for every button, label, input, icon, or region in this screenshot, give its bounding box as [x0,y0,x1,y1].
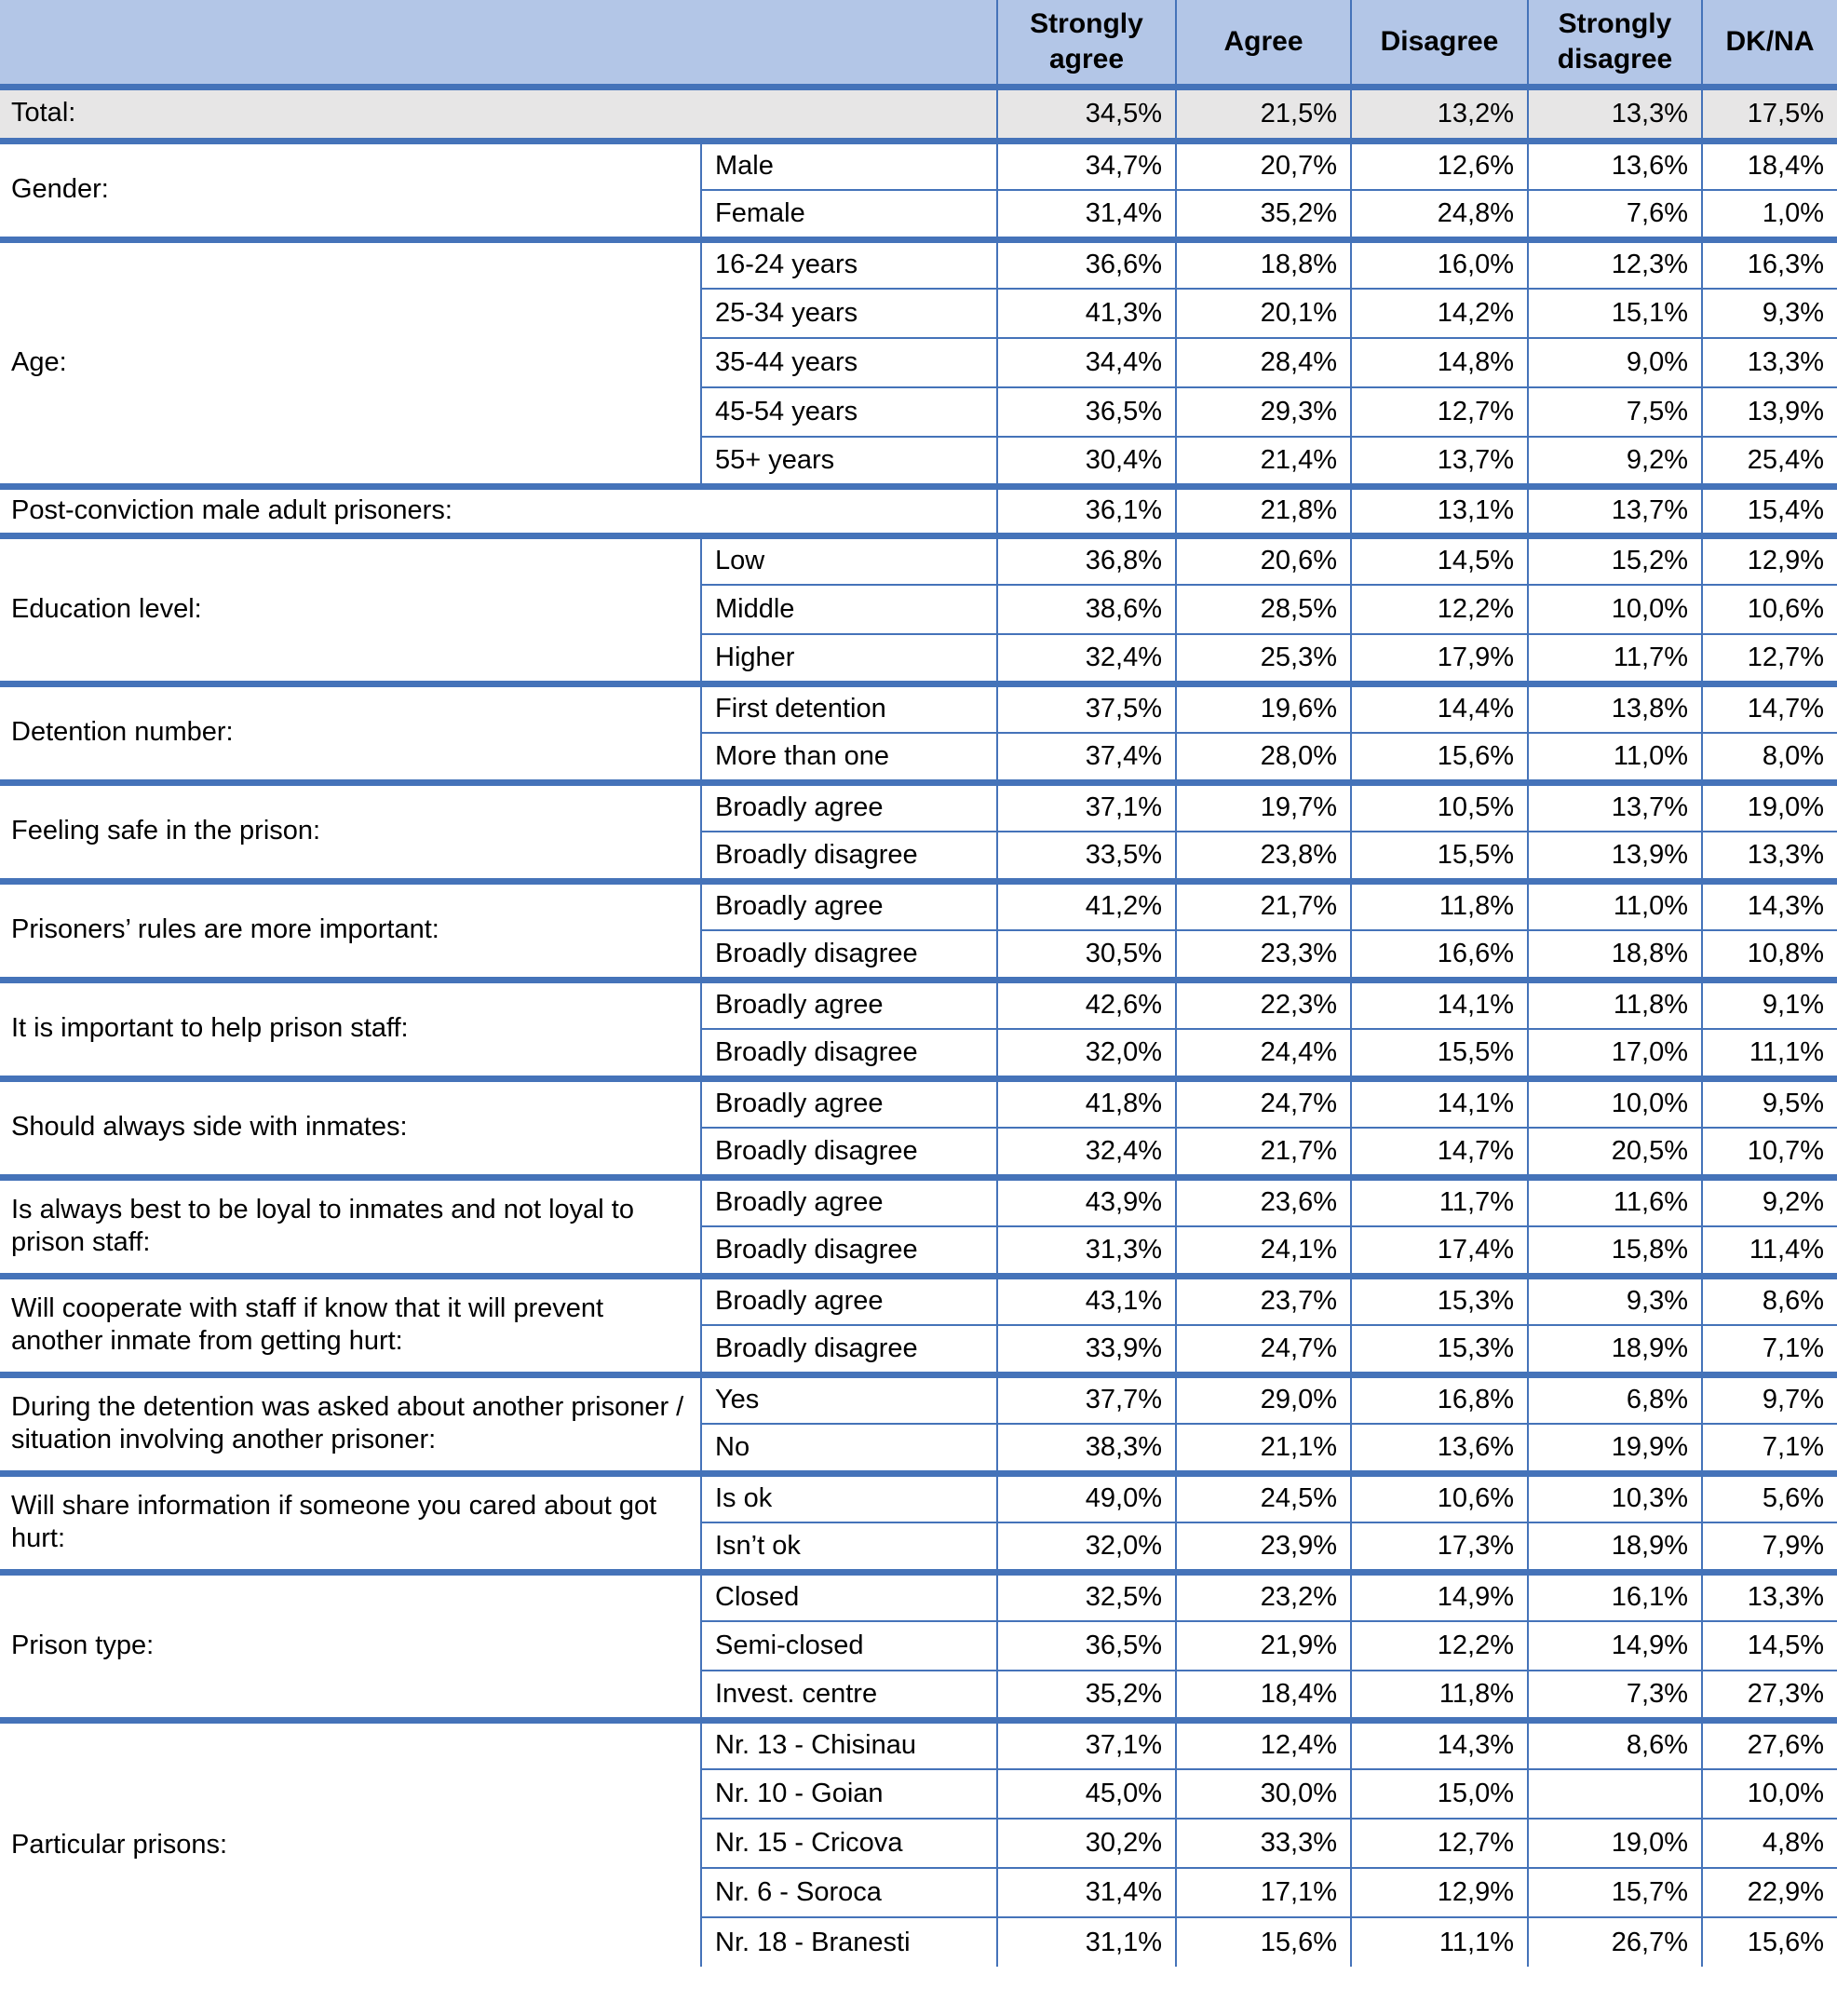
value-cell: 27,3% [1702,1671,1837,1720]
sub-label: More than one [701,733,997,782]
value-cell: 1,0% [1702,190,1837,239]
sub-label: 35-44 years [701,338,997,387]
value-cell: 31,4% [997,1868,1176,1917]
value-cell: 14,4% [1351,683,1528,733]
group-label: Education level: [0,535,701,683]
value-cell: 16,1% [1528,1572,1702,1621]
table-row [0,1374,1837,1424]
value-cell: 31,4% [997,190,1176,239]
group-label: Prison type: [0,1572,701,1720]
value-cell: 9,2% [1702,1177,1837,1226]
value-cell: 13,8% [1528,683,1702,733]
value-cell: 18,8% [1528,930,1702,980]
value-cell: 17,4% [1351,1226,1528,1276]
value-cell: 15,5% [1351,832,1528,881]
value-cell: 20,6% [1176,535,1351,585]
value-cell: 36,5% [997,1621,1176,1671]
value-cell: 7,1% [1702,1424,1837,1473]
value-cell: 34,4% [997,338,1176,387]
value-cell: 28,4% [1176,338,1351,387]
value-cell: 11,8% [1351,1671,1528,1720]
value-cell: 24,8% [1351,190,1528,239]
value-cell: 12,9% [1351,1868,1528,1917]
table-row [0,239,1837,289]
value-cell: 15,4% [1702,486,1837,535]
sub-label: Higher [701,634,997,683]
value-cell: 15,6% [1176,1917,1351,1967]
value-cell: 13,7% [1351,437,1528,486]
header-cell: DK/NA [1702,0,1837,87]
sub-label: Broadly disagree [701,1128,997,1177]
value-cell: 14,1% [1351,980,1528,1029]
group-label: Feeling safe in the prison: [0,782,701,881]
value-cell: 8,6% [1702,1276,1837,1325]
value-cell: 36,6% [997,239,1176,289]
value-cell: 43,1% [997,1276,1176,1325]
sub-label: 55+ years [701,437,997,486]
value-cell: 12,7% [1702,634,1837,683]
value-cell: 21,1% [1176,1424,1351,1473]
value-cell: 21,8% [1176,486,1351,535]
value-cell: 20,1% [1176,289,1351,338]
value-cell: 23,6% [1176,1177,1351,1226]
value-cell: 32,4% [997,634,1176,683]
value-cell: 13,9% [1702,387,1837,437]
value-cell: 18,4% [1702,141,1837,190]
value-cell: 9,3% [1702,289,1837,338]
value-cell: 30,5% [997,930,1176,980]
value-cell: 33,3% [1176,1819,1351,1868]
value-cell: 9,3% [1528,1276,1702,1325]
value-cell: 13,3% [1702,1572,1837,1621]
group-label: It is important to help prison staff: [0,980,701,1078]
group-label: Will share information if someone you cared about got hurt: [0,1473,701,1572]
value-cell: 22,9% [1702,1868,1837,1917]
value-cell: 37,1% [997,782,1176,832]
value-cell: 17,3% [1351,1522,1528,1572]
value-cell: 12,3% [1528,239,1702,289]
sub-label: 16-24 years [701,239,997,289]
value-cell: 37,1% [997,1720,1176,1769]
value-cell: 13,1% [1351,486,1528,535]
value-cell: 24,7% [1176,1325,1351,1374]
sub-label: Closed [701,1572,997,1621]
table-row [0,1473,1837,1522]
value-cell: 32,4% [997,1128,1176,1177]
table-row [0,980,1837,1029]
table-row [0,535,1837,585]
value-cell: 19,9% [1528,1424,1702,1473]
value-cell: 10,0% [1528,585,1702,634]
header-cell: Disagree [1351,0,1528,87]
value-cell: 21,7% [1176,1128,1351,1177]
group-label: Should always side with inmates: [0,1078,701,1177]
value-cell: 15,0% [1351,1769,1528,1819]
sub-label: Middle [701,585,997,634]
value-cell: 41,2% [997,881,1176,930]
table-row [0,1276,1837,1325]
value-cell: 13,6% [1528,141,1702,190]
value-cell: 14,8% [1351,338,1528,387]
group-label: Post-conviction male adult prisoners: [0,486,997,535]
header-row [0,0,1837,87]
value-cell: 24,1% [1176,1226,1351,1276]
value-cell: 12,7% [1351,1819,1528,1868]
value-cell: 20,7% [1176,141,1351,190]
sub-label: Low [701,535,997,585]
value-cell: 38,6% [997,585,1176,634]
value-cell: 7,9% [1702,1522,1837,1572]
value-cell: 33,9% [997,1325,1176,1374]
value-cell: 14,3% [1351,1720,1528,1769]
value-cell: 31,3% [997,1226,1176,1276]
sub-label: Isn’t ok [701,1522,997,1572]
value-cell: 29,3% [1176,387,1351,437]
table-row [0,486,1837,535]
value-cell: 9,2% [1528,437,1702,486]
value-cell: 9,0% [1528,338,1702,387]
value-cell: 17,1% [1176,1868,1351,1917]
value-cell: 15,6% [1351,733,1528,782]
value-cell: 14,5% [1702,1621,1837,1671]
value-cell: 6,8% [1528,1374,1702,1424]
value-cell: 32,0% [997,1522,1176,1572]
sub-label: 25-34 years [701,289,997,338]
value-cell: 11,8% [1528,980,1702,1029]
value-cell: 35,2% [997,1671,1176,1720]
header-cell: Strongly agree [997,0,1176,87]
value-cell: 21,5% [1176,87,1351,141]
total-row [0,87,1837,141]
value-cell: 12,2% [1351,585,1528,634]
value-cell: 32,0% [997,1029,1176,1078]
value-cell [1528,1769,1702,1819]
value-cell: 14,9% [1351,1572,1528,1621]
value-cell: 32,5% [997,1572,1176,1621]
sub-label: First detention [701,683,997,733]
value-cell: 11,6% [1528,1177,1702,1226]
total-label: Total: [0,87,997,141]
value-cell: 43,9% [997,1177,1176,1226]
value-cell: 11,4% [1702,1226,1837,1276]
value-cell: 13,2% [1351,87,1528,141]
value-cell: 18,9% [1528,1522,1702,1572]
sub-label: Broadly agree [701,980,997,1029]
value-cell: 30,4% [997,437,1176,486]
value-cell: 15,3% [1351,1276,1528,1325]
value-cell: 16,0% [1351,239,1528,289]
value-cell: 12,7% [1351,387,1528,437]
value-cell: 42,6% [997,980,1176,1029]
group-label: Is always best to be loyal to inmates and not loyal to prison staff: [0,1177,701,1276]
header-cell: Strongly disagree [1528,0,1702,87]
sub-label: Broadly agree [701,1177,997,1226]
sub-label: Broadly disagree [701,930,997,980]
value-cell: 13,7% [1528,782,1702,832]
value-cell: 15,5% [1351,1029,1528,1078]
value-cell: 10,3% [1528,1473,1702,1522]
sub-label: Broadly disagree [701,1029,997,1078]
value-cell: 15,8% [1528,1226,1702,1276]
value-cell: 22,3% [1176,980,1351,1029]
group-label: Age: [0,239,701,486]
sub-label: No [701,1424,997,1473]
value-cell: 20,5% [1528,1128,1702,1177]
value-cell: 14,5% [1351,535,1528,585]
value-cell: 21,4% [1176,437,1351,486]
value-cell: 16,8% [1351,1374,1528,1424]
value-cell: 19,0% [1528,1819,1702,1868]
value-cell: 11,1% [1351,1917,1528,1967]
value-cell: 14,7% [1702,683,1837,733]
sub-label: Invest. centre [701,1671,997,1720]
sub-label: Yes [701,1374,997,1424]
value-cell: 31,1% [997,1917,1176,1967]
group-label: Gender: [0,141,701,239]
sub-label: Broadly agree [701,782,997,832]
value-cell: 10,6% [1351,1473,1528,1522]
value-cell: 17,9% [1351,634,1528,683]
value-cell: 13,6% [1351,1424,1528,1473]
value-cell: 10,8% [1702,930,1837,980]
value-cell: 34,7% [997,141,1176,190]
value-cell: 15,1% [1528,289,1702,338]
value-cell: 23,7% [1176,1276,1351,1325]
value-cell: 14,9% [1528,1621,1702,1671]
header-corner-cell [0,0,997,87]
value-cell: 17,0% [1528,1029,1702,1078]
value-cell: 21,7% [1176,881,1351,930]
value-cell: 45,0% [997,1769,1176,1819]
value-cell: 25,4% [1702,437,1837,486]
value-cell: 10,6% [1702,585,1837,634]
value-cell: 4,8% [1702,1819,1837,1868]
value-cell: 8,0% [1702,733,1837,782]
value-cell: 24,4% [1176,1029,1351,1078]
table-header [0,0,1837,87]
group-label: Detention number: [0,683,701,782]
value-cell: 36,5% [997,387,1176,437]
value-cell: 33,5% [997,832,1176,881]
value-cell: 15,6% [1702,1917,1837,1967]
header-cell: Agree [1176,0,1351,87]
value-cell: 7,1% [1702,1325,1837,1374]
value-cell: 24,7% [1176,1078,1351,1128]
sub-label: Semi-closed [701,1621,997,1671]
sub-label: Is ok [701,1473,997,1522]
value-cell: 10,0% [1528,1078,1702,1128]
value-cell: 10,7% [1702,1128,1837,1177]
value-cell: 30,0% [1176,1769,1351,1819]
value-cell: 37,4% [997,733,1176,782]
value-cell: 8,6% [1528,1720,1702,1769]
table-body [0,87,1837,1967]
table-row [0,1572,1837,1621]
table-row [0,1177,1837,1226]
value-cell: 9,5% [1702,1078,1837,1128]
value-cell: 12,6% [1351,141,1528,190]
value-cell: 23,9% [1176,1522,1351,1572]
value-cell: 11,0% [1528,733,1702,782]
sub-label: Nr. 15 - Cricova [701,1819,997,1868]
value-cell: 41,3% [997,289,1176,338]
value-cell: 19,7% [1176,782,1351,832]
sub-label: Broadly disagree [701,1226,997,1276]
group-label: During the detention was asked about another prisoner / situation involving another prisoner: [0,1374,701,1473]
sub-label: Broadly disagree [701,1325,997,1374]
sub-label: Broadly agree [701,881,997,930]
value-cell: 5,6% [1702,1473,1837,1522]
value-cell: 12,4% [1176,1720,1351,1769]
table-row [0,881,1837,930]
table-row [0,683,1837,733]
group-label: Particular prisons: [0,1720,701,1967]
value-cell: 35,2% [1176,190,1351,239]
value-cell: 13,3% [1702,832,1837,881]
sub-label: Nr. 10 - Goian [701,1769,997,1819]
value-cell: 15,3% [1351,1325,1528,1374]
value-cell: 23,3% [1176,930,1351,980]
value-cell: 7,6% [1528,190,1702,239]
value-cell: 16,3% [1702,239,1837,289]
group-label: Will cooperate with staff if know that it will prevent another inmate from getting hurt: [0,1276,701,1374]
sub-label: Nr. 6 - Soroca [701,1868,997,1917]
value-cell: 12,9% [1702,535,1837,585]
value-cell: 19,0% [1702,782,1837,832]
value-cell: 49,0% [997,1473,1176,1522]
sub-label: Nr. 18 - Branesti [701,1917,997,1967]
group-label: Prisoners’ rules are more important: [0,881,701,980]
sub-label: Broadly disagree [701,832,997,881]
value-cell: 11,7% [1351,1177,1528,1226]
table-row [0,1720,1837,1769]
value-cell: 13,3% [1702,338,1837,387]
value-cell: 19,6% [1176,683,1351,733]
value-cell: 15,7% [1528,1868,1702,1917]
value-cell: 41,8% [997,1078,1176,1128]
sub-label: 45-54 years [701,387,997,437]
value-cell: 38,3% [997,1424,1176,1473]
table-row [0,782,1837,832]
value-cell: 7,5% [1528,387,1702,437]
value-cell: 11,7% [1528,634,1702,683]
sub-label: Broadly agree [701,1276,997,1325]
value-cell: 16,6% [1351,930,1528,980]
value-cell: 26,7% [1528,1917,1702,1967]
value-cell: 9,7% [1702,1374,1837,1424]
value-cell: 21,9% [1176,1621,1351,1671]
value-cell: 34,5% [997,87,1176,141]
value-cell: 18,8% [1176,239,1351,289]
value-cell: 7,3% [1528,1671,1702,1720]
value-cell: 17,5% [1702,87,1837,141]
sub-label: Male [701,141,997,190]
value-cell: 14,1% [1351,1078,1528,1128]
sub-label: Broadly agree [701,1078,997,1128]
value-cell: 13,7% [1528,486,1702,535]
value-cell: 14,7% [1351,1128,1528,1177]
value-cell: 12,2% [1351,1621,1528,1671]
value-cell: 10,0% [1702,1769,1837,1819]
value-cell: 18,9% [1528,1325,1702,1374]
value-cell: 25,3% [1176,634,1351,683]
value-cell: 23,8% [1176,832,1351,881]
sub-label: Nr. 13 - Chisinau [701,1720,997,1769]
value-cell: 14,2% [1351,289,1528,338]
value-cell: 37,5% [997,683,1176,733]
value-cell: 37,7% [997,1374,1176,1424]
value-cell: 11,8% [1351,881,1528,930]
value-cell: 11,1% [1702,1029,1837,1078]
value-cell: 27,6% [1702,1720,1837,1769]
value-cell: 9,1% [1702,980,1837,1029]
value-cell: 15,2% [1528,535,1702,585]
table-row [0,141,1837,190]
value-cell: 10,5% [1351,782,1528,832]
value-cell: 23,2% [1176,1572,1351,1621]
value-cell: 36,8% [997,535,1176,585]
value-cell: 13,3% [1528,87,1702,141]
value-cell: 14,3% [1702,881,1837,930]
sub-label: Female [701,190,997,239]
value-cell: 28,5% [1176,585,1351,634]
value-cell: 24,5% [1176,1473,1351,1522]
table-row [0,1078,1837,1128]
value-cell: 28,0% [1176,733,1351,782]
value-cell: 18,4% [1176,1671,1351,1720]
value-cell: 29,0% [1176,1374,1351,1424]
value-cell: 11,0% [1528,881,1702,930]
value-cell: 36,1% [997,486,1176,535]
value-cell: 30,2% [997,1819,1176,1868]
value-cell: 13,9% [1528,832,1702,881]
